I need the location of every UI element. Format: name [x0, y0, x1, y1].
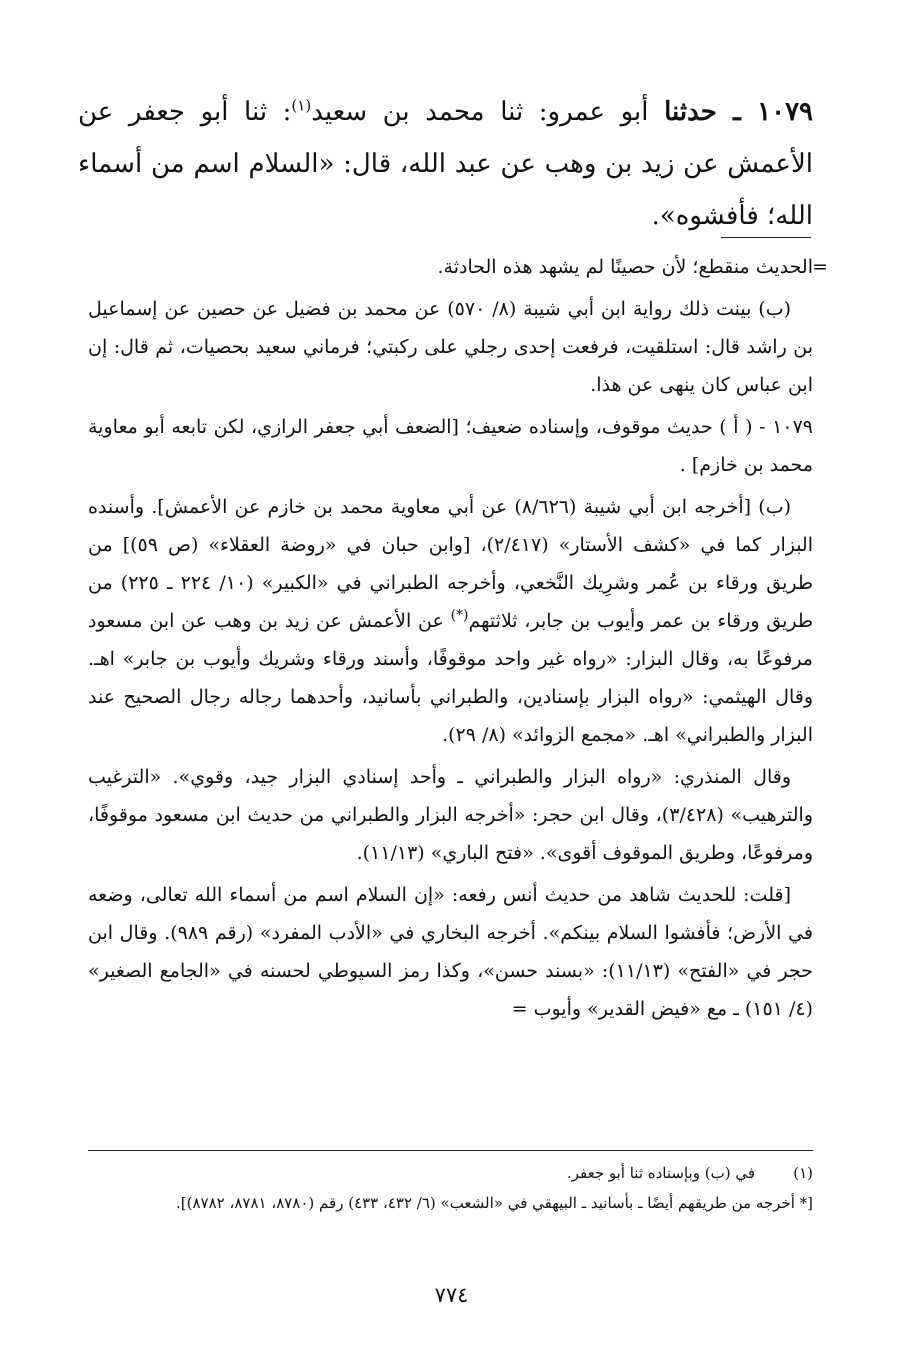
footnote-text: في (ب) وبإسناده ثنا أبو جعفر. — [566, 1164, 755, 1182]
page-number: ٧٧٤ — [434, 1283, 469, 1307]
commentary-text: (ب) [أخرجه ابن أبي شيبة (٨/٦٢٦) عن أبي معاوية محمد بن خازم عن الأعمش]. وأسنده البزار كما في «كشف الأستار» (٢/٤١٧)، [وابن حبان في «روضة العقلاء» (ص ٥٩)] من طريق ورقاء بن عُمر وشرِيك النَّخعي، وأخرجه الطبراني في «الكبير» (١٠/ ٢٢٤ ـ ٢٢٥) من طريق ورقاء بن عمر وأيوب بن جابر، ثلاثتهم — [88, 496, 814, 632]
entry-number: ١٠٧٩ — [772, 416, 813, 438]
main-hadith-text — [78, 86, 813, 242]
commentary-paragraph: (ب) بينت ذلك رواية ابن أبي شيبة (٨/ ٥٧٠) عن محمد بن فضيل عن حصين عن إسماعيل بن راشد قال: استلقيت، فرفعت إحدى رجلي على ركبتي؛ فرماني سعيد بحصيات، ثم قال: إن ابن عباس كان ينهى عن هذا. — [88, 298, 813, 396]
footnote-divider — [88, 1150, 813, 1151]
continuation-mark: = — [812, 256, 828, 278]
commentary-paragraph: وقال المنذري: «رواه البزار والطبراني ـ وأحد إسنادي البزار جيد، وقوي». «الترغيب والترهيب» (٣/٤٢٨)، وقال ابن حجر: «أخرجه البزار والطبراني من حديث ابن مسعود موقوفًا، ومرفوعًا، وطريق الموقوف أقوى». «فتح الباري» (١١/١٣). — [88, 766, 813, 864]
footnote-item — [88, 1188, 813, 1218]
footnote-text: [* أخرجه من طريقهم أيضًا ـ بأسانيد ـ البيهقي في «الشعب» (٦/ ٤٣٢، ٤٣٣) رقم (٨٧٨٠، ٨٧٨١، ٨٧٨٢)]. — [176, 1194, 813, 1212]
footnote-reference: (١) — [291, 96, 312, 115]
section-divider — [721, 237, 811, 238]
commentary-text: عن الأعمش عن زيد بن وهب عن ابن مسعود مرفوعًا به، وقال البزار: «رواه غير واحد موقوفًا، وأسند ورقاء وشريك وأيوب بن جابر» اهـ. وقال الهيثمي: «رواه البزار بإسنادين، والطبراني بأسانيد، وأحدهما رجاله رجال الصحيح عند البزار والطبراني» اهـ. «مجمع الزوائد» (٨/ ٢٩). — [88, 610, 813, 746]
commentary-continued-paragraph — [88, 248, 828, 286]
commentary-paragraph — [88, 488, 813, 754]
commentary-block — [88, 248, 828, 1032]
star-footnote-reference: (*) — [450, 607, 469, 624]
hadith-isnad-start: أبو عمرو: ثنا محمد بن سعيد — [311, 97, 649, 127]
commentary-text: - ( أ ) حديث موقوف، وإسناده ضعيف؛ [الضعف أبي جعفر الرازي، لكن تابعه أبو معاوية محمد بن خازم] . — [88, 416, 813, 476]
footnotes-block — [88, 1158, 813, 1218]
footnote-item — [88, 1158, 813, 1188]
commentary-paragraph: [قلت: للحديث شاهد من حديث أنس رفعه: «إن السلام اسم من أسماء الله تعالى، وضعه في الأرض؛ فأفشوا السلام بينكم». أخرجه البخاري في «الأدب المفرد» (رقم ٩٨٩). وقال ابن حجر في «الفتح» (١١/١٣): «بسند حسن»، وكذا رمز السيوطي لحسنه في «الجامع الصغير» (٤/ ١٥١) ـ مع «فيض القدير» وأيوب = — [88, 884, 814, 1020]
hadith-matn: : ثنا أبو جعفر عن الأعمش عن زيد بن وهب عن عبد الله، قال: «السلام اسم من أسماء الله؛ فأفشوه». — [78, 97, 813, 231]
hadith-number: ١٠٧٩ ـ حدثنا — [664, 97, 814, 127]
commentary-entry-1079 — [88, 408, 813, 484]
footnote-number: (١) — [793, 1164, 813, 1182]
commentary-text: الحديث منقطع؛ لأن حصينًا لم يشهد هذه الحادثة. — [437, 256, 813, 278]
